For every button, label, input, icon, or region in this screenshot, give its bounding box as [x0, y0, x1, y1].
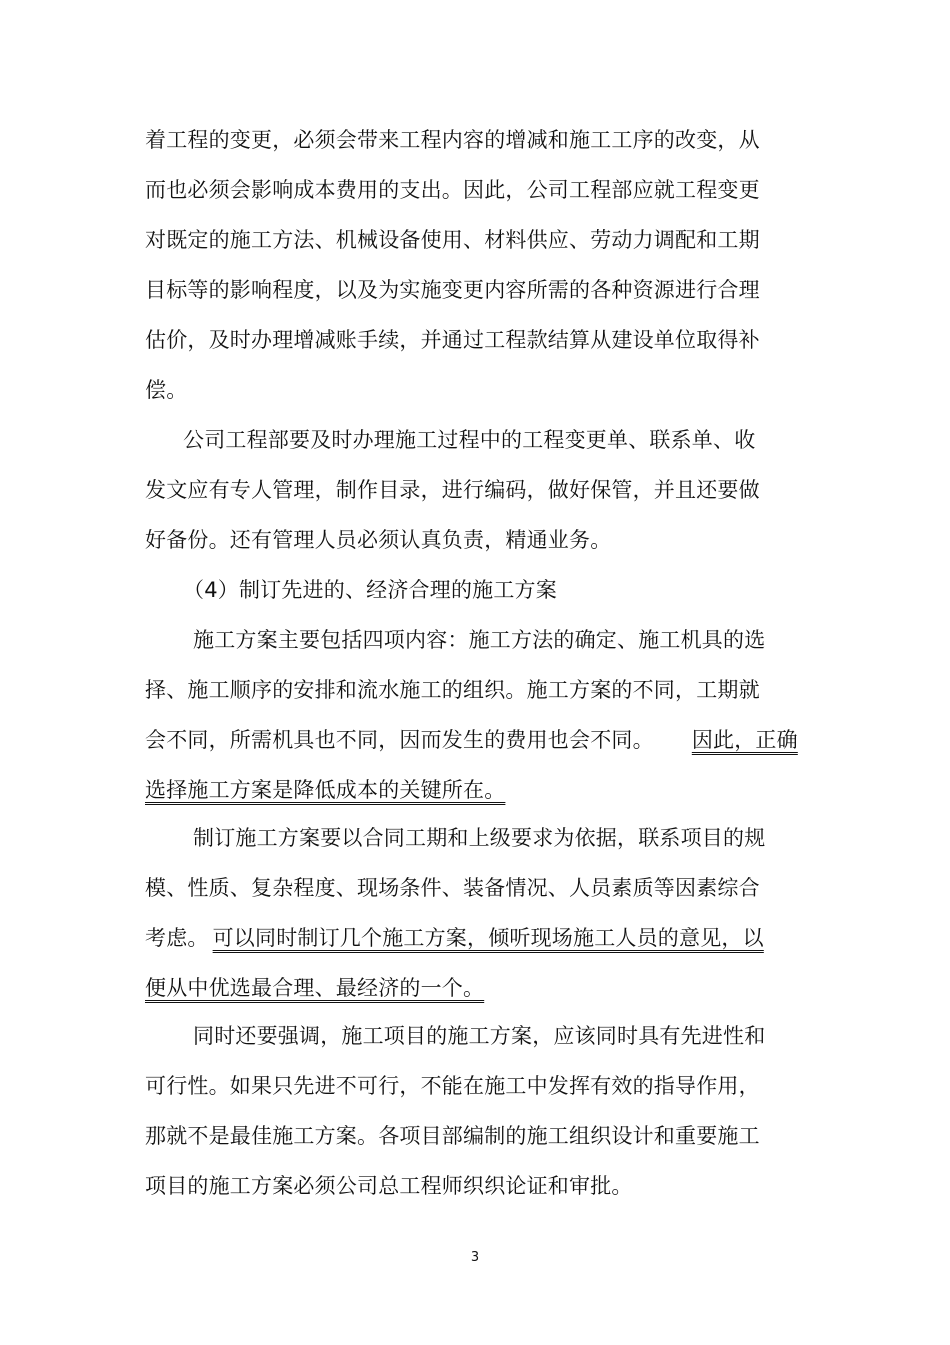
text-underlined: 因此，正确 — [691, 728, 798, 752]
text-line: 择、施工顺序的安排和流水施工的组织。施工方案的不同，工期就 — [145, 678, 760, 702]
text-line: 着工程的变更，必须会带来工程内容的增减和施工工序的改变，从 — [145, 128, 760, 152]
text-line — [145, 775, 505, 805]
text-plain: 考虑。 — [145, 926, 209, 950]
text-line: 施工方案主要包括四项内容：施工方法的确定、施工机具的选 — [193, 628, 766, 652]
text-line: 对既定的施工方法、机械设备使用、材料供应、劳动力调配和工期 — [145, 228, 760, 252]
text-line: 偿。 — [145, 378, 188, 402]
text-line: 那就不是最佳施工方案。各项目部编制的施工组织设计和重要施工 — [145, 1124, 760, 1148]
text-line — [145, 973, 484, 1003]
text-line: 可行性。如果只先进不可行，不能在施工中发挥有效的指导作用， — [145, 1074, 760, 1098]
text-line: 公司工程部要及时办理施工过程中的工程变更单、联系单、收 — [183, 428, 756, 452]
text-line: 同时还要强调，施工项目的施工方案，应该同时具有先进性和 — [193, 1024, 766, 1048]
text-line — [145, 725, 798, 755]
text-line: 好备份。还有管理人员必须认真负责，精通业务。 — [145, 528, 612, 552]
text-line: 发文应有专人管理，制作目录，进行编码，做好保管，并且还要做 — [145, 478, 760, 502]
text-line: 而也必须会影响成本费用的支出。因此，公司工程部应就工程变更 — [145, 178, 760, 202]
text-line: 项目的施工方案必须公司总工程师织织论证和审批。 — [145, 1174, 633, 1198]
text-line — [145, 923, 764, 953]
page-number: 3 — [470, 1250, 480, 1265]
section-heading: （4）制订先进的、经济合理的施工方案 — [183, 578, 557, 602]
text-line: 制订施工方案要以合同工期和上级要求为依据，联系项目的规 — [193, 826, 766, 850]
text-underlined: 便从中优选最合理、最经济的一个。 — [145, 976, 485, 1000]
text-underlined: 可以同时制订几个施工方案，倾听现场施工人员的意见，以 — [212, 926, 764, 950]
text-plain: 会不同，所需机具也不同，因而发生的费用也会不同。 — [145, 728, 654, 752]
text-line: 模、性质、复杂程度、现场条件、装备情况、人员素质等因素综合 — [145, 876, 760, 900]
text-line: 目标等的影响程度，以及为实施变更内容所需的各种资源进行合理 — [145, 278, 760, 302]
text-underlined: 选择施工方案是降低成本的关键所在。 — [145, 778, 506, 802]
text-line: 估价，及时办理增减账手续，并通过工程款结算从建设单位取得补 — [145, 328, 760, 352]
